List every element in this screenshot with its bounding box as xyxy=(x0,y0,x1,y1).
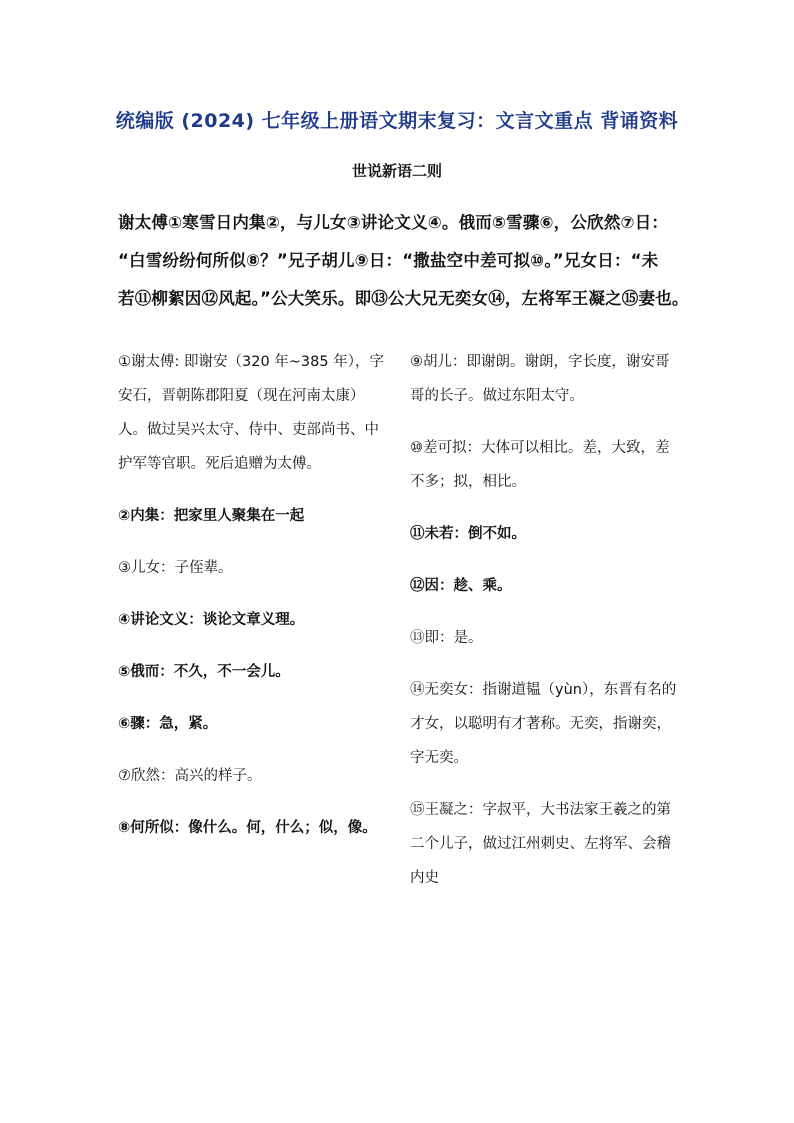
section-title: 世说新语二则 xyxy=(351,162,442,180)
note-item: ⑬即：是。 xyxy=(410,630,483,646)
note-item: ⑥骤：急，紧。 xyxy=(118,716,218,732)
note-item: ⑪未若：倒不如。 xyxy=(410,526,526,542)
note-item: ③儿女：子侄辈。 xyxy=(118,560,233,576)
passage-line: “白雪纷纷何所似⑧？”兄子胡儿⑨日：“撒盐空中差可拟⑩。”兄女日：“未 xyxy=(118,251,659,270)
notes-right-column xyxy=(410,345,682,913)
note-item: ⑧何所似：像什么。何，什么；似，像。 xyxy=(118,820,377,836)
note-item: ⑦欣然：高兴的样子。 xyxy=(118,768,262,784)
note-item: ⑭无奕女：指谢道韫（yùn），东晋有名的才女，以聪明有才著称。无奕，指谢奕，字无奕。 xyxy=(410,682,677,766)
notes-left-column xyxy=(118,345,390,863)
note-item: ①谢太傅: 即谢安（320 年~385 年），字安石，晋朝陈郡阳夏（现在河南太康）人。做过吴兴太守、侍中、吏部尚书、中护军等官职。死后追赠为太傅。 xyxy=(118,354,384,472)
note-item: ⑨胡儿：即谢朗。谢朗，字长度，谢安哥哥的长子。做过东阳太守。 xyxy=(410,354,670,404)
passage-line: 若⑪柳絮因⑫风起。”公大笑乐。即⑬公大兄无奕女⑭，左将军王凝之⑮妻也。 xyxy=(118,289,689,308)
note-item: ⑩差可拟：大体可以相比。差，大致，差不多；拟，相比。 xyxy=(410,440,670,490)
classical-passage xyxy=(118,204,689,318)
passage-line: 谢太傅①寒雪日内集②，与儿女③讲论文义④。俄而⑤雪骤⑥，公欣然⑦日： xyxy=(118,213,669,232)
note-item: ②内集：把家里人聚集在一起 xyxy=(118,508,305,524)
note-item: ⑤俄而：不久，不一会儿。 xyxy=(118,664,290,680)
note-item: ⑫因：趁、乘。 xyxy=(410,578,512,594)
page-title: 统编版 (2024) 七年级上册语文期末复习：文言文重点 背诵资料 xyxy=(115,110,679,132)
note-item: ⑮王凝之：字叔平，大书法家王羲之的第二个儿子，做过江州刺史、左将军、会稽内史 xyxy=(410,802,671,886)
note-item: ④讲论文义：谈论文章义理。 xyxy=(118,612,305,628)
